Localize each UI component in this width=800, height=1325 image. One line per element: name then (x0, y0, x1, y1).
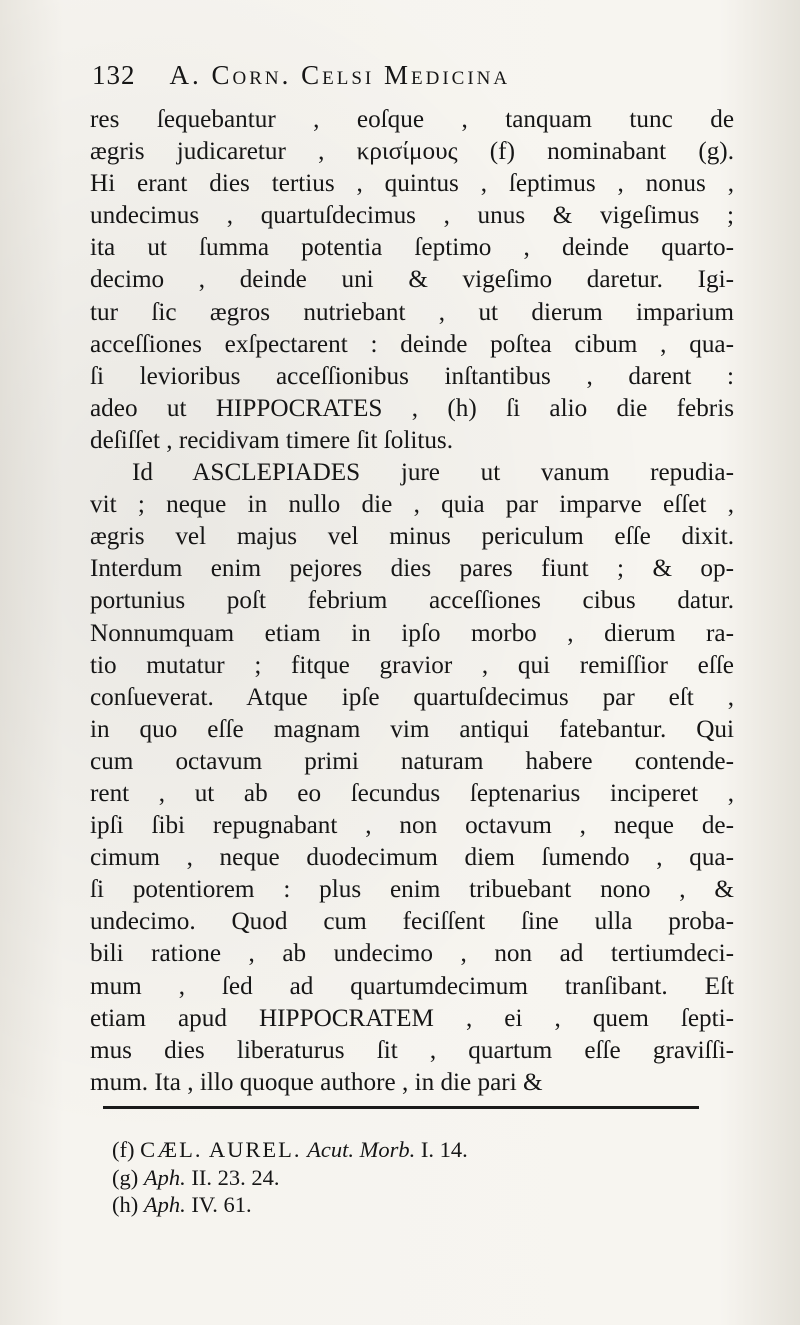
paragraph (90, 104, 734, 457)
text-line: cum octavum primi naturam habere contende- (90, 747, 734, 775)
footnote (112, 1164, 672, 1192)
text-line: ipſi ſibi repugnabant , non octavum , neque de- (90, 812, 734, 840)
text-line: in quo eſſe magnam vim antiqui fatebantur. Qui (90, 715, 734, 743)
text-line: rent , ut ab eo ſecundus ſeptenarius inciperet , (90, 779, 734, 807)
text-line: Id ASCLEPIADES jure ut vanum repudia- (132, 459, 734, 487)
text-line: decimo , deinde uni & vigeſimo daretur. Igi- (90, 266, 734, 294)
text-line: ita ut ſumma potentia ſeptimo , deinde quarto- (90, 234, 734, 262)
text-line: res ſequebantur , eoſque , tanquam tunc de (90, 106, 734, 133)
text-line: undecimo. Quod cum feciſſent ſine ulla proba- (90, 908, 734, 936)
footnote (112, 1136, 672, 1164)
paragraph (90, 457, 734, 1099)
text-line: mum. Ita , illo quoque authore , in die pari & (90, 1068, 543, 1096)
text-line: cimum , neque duodecimum diem ſumendo , qua- (90, 844, 734, 872)
text-line: ſi potentiorem : plus enim tribuebant nono , & (90, 876, 734, 904)
page-header (92, 60, 652, 100)
footnote (112, 1191, 672, 1219)
text-line: ægris judicaretur , κρισίμους (f) nominabant (g). (90, 138, 734, 166)
text-line: tio mutatur ; fitque gravior , qui remiſſior eſſe (90, 651, 734, 679)
text-line: vit ; neque in nullo die , quia par imparve eſſet , (90, 491, 734, 519)
text-line: Nonnumquam etiam in ipſo morbo , dierum ra- (90, 619, 734, 647)
text-line: adeo ut HIPPOCRATES , (h) ſi alio die febris (90, 394, 734, 422)
footnote-mark: (f) (112, 1137, 135, 1162)
text-line: portunius poſt febrium acceſſiones cibus datur. (90, 587, 734, 615)
page-number: 132 (92, 60, 136, 90)
footnote-reference: IV. 61. (191, 1192, 252, 1218)
footnote-work: Aph. (143, 1164, 186, 1190)
text-line: bili ratione , ab undecimo , non ad tertiumdeci- (90, 940, 734, 968)
text-line: mus dies liberaturus ſit , quartum eſſe graviſſi- (90, 1036, 734, 1064)
body-text (90, 104, 734, 1099)
text-line: mum , ſed ad quartumdecimum tranſibant. Eſt (90, 972, 734, 1000)
text-line: Hi erant dies tertius , quintus , ſeptimus , nonus , (90, 170, 734, 198)
footnote-mark: (h) (112, 1192, 139, 1218)
footnote-rule (103, 1106, 699, 1109)
footnote-reference: I. 14. (420, 1137, 468, 1162)
footnote-work: Acut. Morb. (307, 1137, 416, 1162)
text-line: ægris vel majus vel minus periculum eſſe dixit. (90, 523, 734, 551)
text-line: conſueverat. Atque ipſe quartuſdecimus par eſt , (90, 683, 734, 711)
text-line: acceſſiones exſpectarent : deinde poſtea cibum , qua- (90, 330, 734, 358)
text-line: deſiſſet , recidivam timere ſit ſolitus. (90, 426, 454, 454)
text-line: ſi levioribus acceſſionibus inſtantibus , darent : (90, 362, 734, 390)
footnote-mark: (g) (112, 1164, 139, 1190)
footnotes (112, 1136, 672, 1219)
text-line: undecimus , quartuſdecimus , unus & vigeſimus ; (90, 202, 734, 230)
footnote-author: CÆL. AUREL. (140, 1137, 302, 1162)
footnote-reference: II. 23. 24. (191, 1164, 280, 1190)
text-line: etiam apud HIPPOCRATEM , ei , quem ſepti- (90, 1004, 734, 1032)
text-line: Interdum enim pejores dies pares fiunt ; & op- (90, 555, 734, 583)
text-line: tur ſic ægros nutriebant , ut dierum imparium (90, 298, 734, 326)
footnote-work: Aph. (143, 1192, 186, 1218)
running-title: A. Corn. Celsi Medicina (169, 60, 511, 90)
